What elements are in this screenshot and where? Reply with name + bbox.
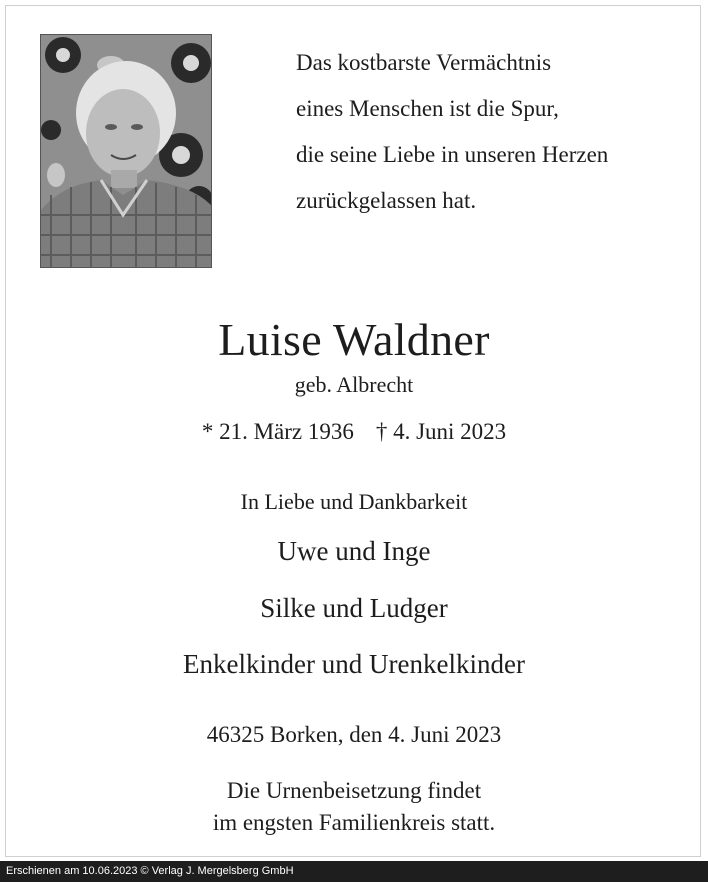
poem-line: zurückgelassen hat. (296, 188, 477, 213)
birth-name: geb. Albrecht (294, 372, 414, 397)
deceased-name: Luise Waldner (218, 314, 490, 365)
mourner-name: Silke und Ludger (260, 593, 448, 623)
death-date: † 4. Juni 2023 (375, 419, 507, 444)
life-dates (0, 419, 708, 445)
burial-note-line: Die Urnenbeisetzung findet (226, 778, 482, 803)
poem-line: Das kostbarste Vermächtnis (296, 50, 552, 75)
publication-footer: Erschienen am 10.06.2023 © Verlag J. Mergelsberg GmbH (0, 861, 708, 882)
mourner-name: Enkelkinder und Urenkelkinder (183, 649, 525, 679)
poem-line: eines Menschen ist die Spur, (296, 96, 559, 121)
mourner-name: Uwe und Inge (277, 536, 431, 566)
place-date: 46325 Borken, den 4. Juni 2023 (206, 722, 502, 747)
poem-line: die seine Liebe in unseren Herzen (296, 142, 609, 167)
burial-note-line: im engsten Familienkreis statt. (212, 810, 496, 835)
portrait-photo (40, 34, 212, 268)
poem (296, 40, 676, 224)
birth-date: * 21. März 1936 (201, 419, 354, 444)
mourners-intro: In Liebe und Dankbarkeit (240, 489, 468, 514)
